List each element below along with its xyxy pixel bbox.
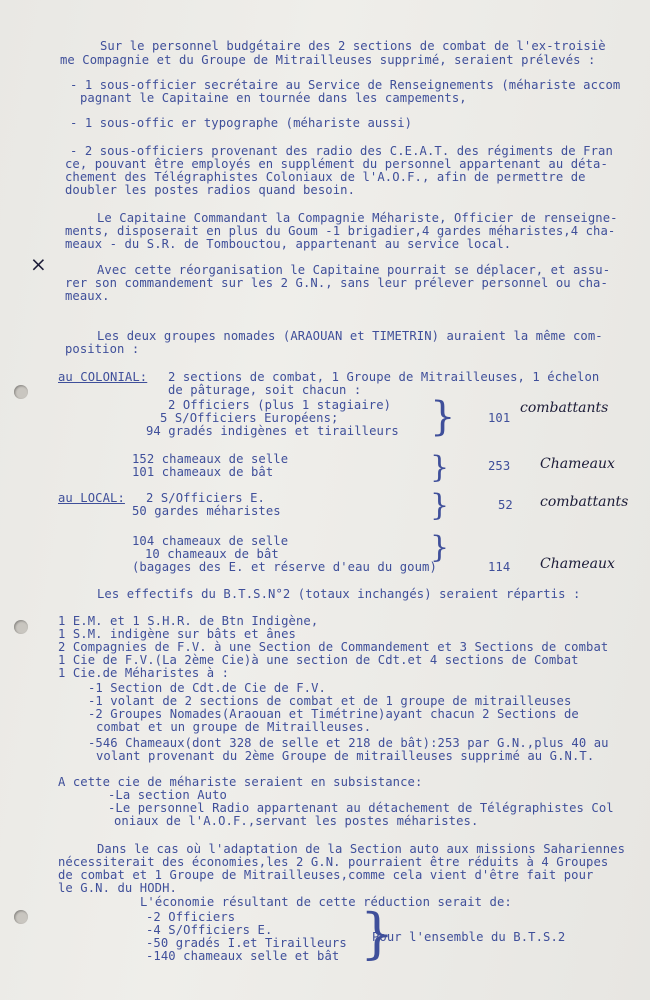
text-line: oniaux de l'A.O.F.,servant les postes méharistes. — [114, 814, 479, 828]
punch-hole — [14, 385, 28, 399]
punch-hole — [14, 620, 28, 634]
text-line: Les deux groupes nomades (ARAOUAN et TIMETRIN) auraient la même com- — [97, 329, 603, 343]
text-line: ments, disposerait en plus du Goum -1 brigadier,4 gardes méharistes,4 cha- — [65, 224, 616, 238]
text-line: -546 Chameaux(dont 328 de selle et 218 de bât):253 par G.N.,plus 40 au — [88, 736, 609, 750]
text-line: Les effectifs du B.T.S.N°2 (totaux inchangés) seraient répartis : — [97, 587, 581, 601]
text-line: nécessiterait des économies,les 2 G.N. pourraient être réduits à 4 Groupes — [58, 855, 609, 869]
text-line: 101 chameaux de bât — [132, 465, 274, 479]
total-value: 52 — [498, 498, 513, 512]
text-line: ce, pouvant être employés en supplément du personnel appartenant au déta- — [65, 157, 608, 171]
text-line: 1 S.M. indigène sur bâts et ânes — [58, 627, 296, 641]
text-line: combat et un groupe de Mitrailleuses. — [96, 720, 372, 734]
total-value: 253 — [488, 459, 511, 473]
brace: } — [430, 394, 456, 440]
text-line: position : — [65, 342, 140, 356]
text-line: Avec cette réorganisation le Capitaine pourrait se déplacer, et assu- — [97, 263, 611, 277]
brace: } — [430, 450, 450, 485]
text-line: chement des Télégraphistes Coloniaux de l'A.O.F., afin de permettre de — [65, 170, 586, 184]
text-line: rer son commandement sur les 2 G.N., sans leur prélever personnel ou cha- — [65, 276, 608, 290]
text-line: Dans le cas où l'adaptation de la Section auto aux missions Sahariennes — [97, 842, 626, 856]
handwritten-annotation: combattants — [540, 494, 629, 510]
text-line: 1 Cie.de Méharistes à : — [58, 666, 230, 680]
text-line: L'économie résultant de cette réduction serait de: — [140, 895, 512, 909]
text-line: Pour l'ensemble du B.T.S.2 — [372, 930, 566, 944]
brace: } — [360, 902, 395, 965]
text-line: doubler les postes radios quand besoin. — [65, 183, 356, 197]
text-line: meaux - du S.R. de Tombouctou, appartenant au service local. — [65, 237, 512, 251]
text-line: 1 Cie de F.V.(La 2ème Cie)à une section de Cdt.et 4 sections de Combat — [58, 653, 579, 667]
text-line: - 1 sous-officier secrétaire au Service de Renseignements (méhariste accom — [70, 78, 621, 92]
text-line: le G.N. du HODH. — [58, 881, 177, 895]
handwritten-annotation: Chameaux — [540, 456, 615, 472]
text-line: -2 Groupes Nomades(Araouan et Timétrine)ayant chacun 2 Sections de — [88, 707, 579, 721]
text-line: 5 S/Officiers Européens; — [160, 411, 339, 425]
text-line: 1 E.M. et 1 S.H.R. de Btn Indigène, — [58, 614, 319, 628]
text-line: - 2 sous-officiers provenant des radio des C.E.A.T. des régiments de Fran — [70, 144, 613, 158]
total-value: 114 — [488, 560, 511, 574]
text-line: volant provenant du 2ème Groupe de mitrailleuses supprimé au G.N.T. — [96, 749, 595, 763]
handwritten-mark: ⨯ — [30, 252, 47, 276]
brace: } — [430, 488, 450, 523]
handwritten-annotation: Chameaux — [540, 556, 615, 572]
text-line: -La section Auto — [108, 788, 227, 802]
text-line: - 1 sous-offic er typographe (méhariste aussi) — [70, 116, 413, 130]
text-line: 2 S/Officiers E. — [146, 491, 265, 505]
text-line: (bagages des E. et réserve d'eau du goum) — [132, 560, 437, 574]
text-line: -2 Officiers — [146, 910, 236, 924]
text-line: -1 volant de 2 sections de combat et de 1 groupe de mitrailleuses — [88, 694, 572, 708]
text-line: -140 chameaux selle et bât — [146, 949, 340, 963]
punch-hole — [14, 910, 28, 924]
text-line: 10 chameaux de bât — [145, 547, 279, 561]
text-line: me Compagnie et du Groupe de Mitrailleuses supprimé, seraient prélevés : — [60, 53, 596, 67]
total-value: 101 — [488, 411, 511, 425]
section-heading-colonial: au COLONIAL: — [58, 370, 148, 384]
text-line: 152 chameaux de selle — [132, 452, 289, 466]
text-line: A cette cie de méhariste seraient en subsistance: — [58, 775, 423, 789]
section-heading-local: au LOCAL: — [58, 491, 125, 505]
text-line: de pâturage, soit chacun : — [168, 383, 362, 397]
text-line: -4 S/Officiers E. — [146, 923, 273, 937]
text-line: Sur le personnel budgétaire des 2 sections de combat de l'ex-troisiè — [100, 39, 606, 53]
text-line: 104 chameaux de selle — [132, 534, 289, 548]
text-line: 94 gradés indigènes et tirailleurs — [146, 424, 399, 438]
text-line: -1 Section de Cdt.de Cie de F.V. — [88, 681, 326, 695]
text-line: -50 gradés I.et Tirailleurs — [146, 936, 347, 950]
text-line: 50 gardes méharistes — [132, 504, 281, 518]
text-line: meaux. — [65, 289, 110, 303]
text-line: pagnant le Capitaine en tournée dans les campements, — [80, 91, 467, 105]
handwritten-annotation: combattants — [520, 400, 609, 416]
text-line: Le Capitaine Commandant la Compagnie Méhariste, Officier de renseigne- — [97, 211, 618, 225]
text-line: de combat et 1 Groupe de Mitrailleuses,comme cela vient d'être fait pour — [58, 868, 594, 882]
brace: } — [430, 530, 450, 565]
text-line: 2 Compagnies de F.V. à une Section de Commandement et 3 Sections de combat — [58, 640, 609, 654]
text-line: -Le personnel Radio appartenant au détachement de Télégraphistes Col — [108, 801, 614, 815]
text-line: 2 Officiers (plus 1 stagiaire) — [168, 398, 392, 412]
text-line: 2 sections de combat, 1 Groupe de Mitrailleuses, 1 échelon — [168, 370, 600, 384]
